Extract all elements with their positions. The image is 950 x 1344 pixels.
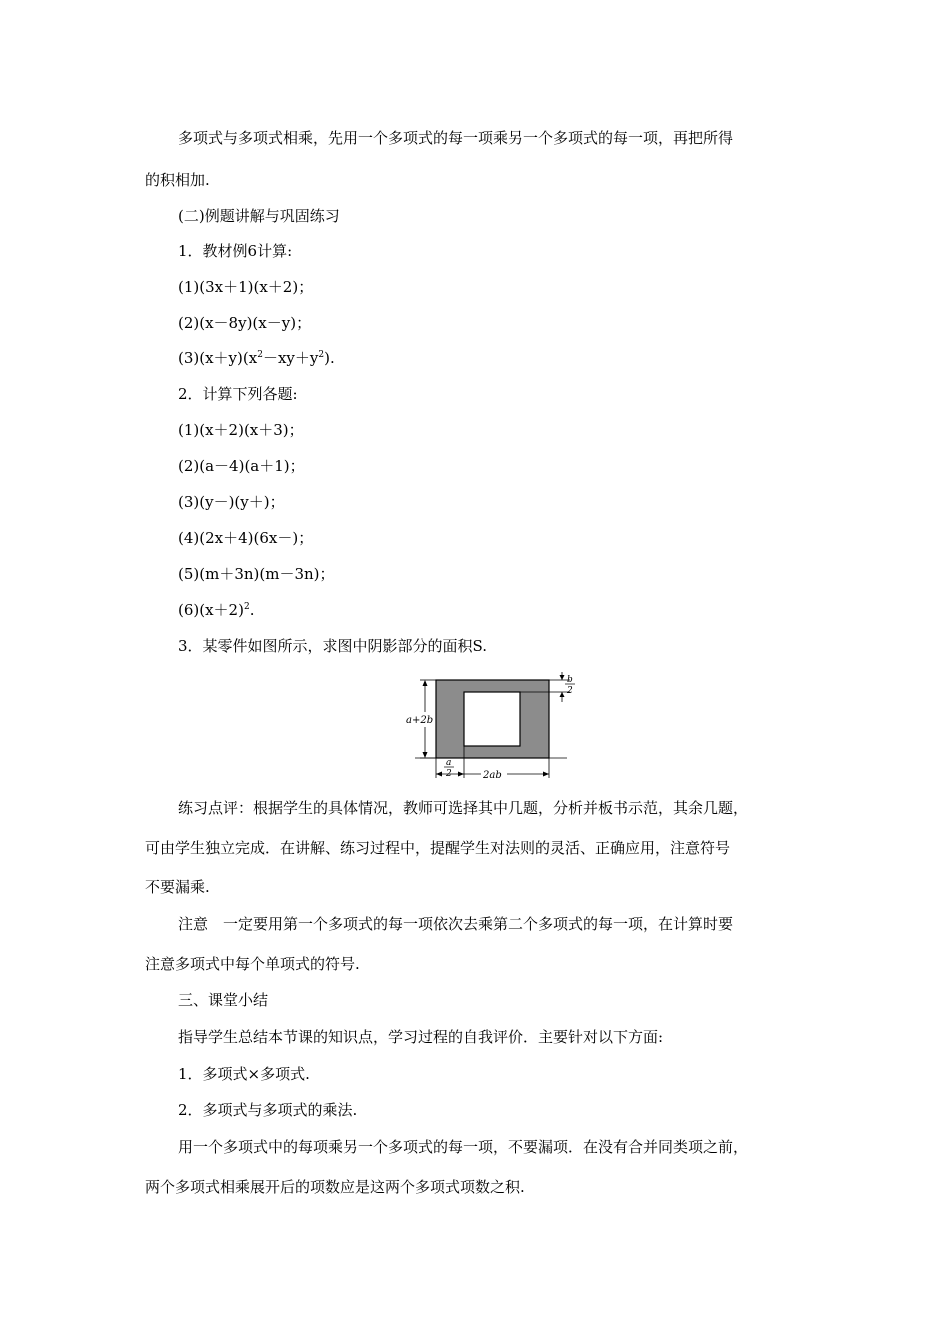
rule-paragraph-line-2: 的积相加. bbox=[145, 171, 210, 189]
exercise-1-part-3: $(3)(x+y)(x^2-xy+y^2)$. bbox=[178, 349, 335, 367]
exercise-2-part-3: (3)(y－)(y＋)； bbox=[178, 493, 285, 511]
label-a-denominator: 2 bbox=[446, 769, 452, 779]
exercise-2-part-5: (5)(m＋3n)(m－3n)； bbox=[178, 565, 335, 583]
label-height: a+2b bbox=[406, 715, 434, 726]
dim-left-arrow-down bbox=[423, 752, 428, 758]
exercise-1-part-2: (2)(x－8y)(x－y)； bbox=[178, 314, 312, 332]
summary-paragraph-line-2: 两个多项式相乘展开后的项数应是这两个多项式项数之积. bbox=[145, 1178, 525, 1196]
exercise-2-part-2: (2)(a－4)(a＋1)； bbox=[178, 457, 305, 475]
comment-line-1: 练习点评：根据学生的具体情况，教师可选择其中几题，分析并板书示范，其余几题， bbox=[178, 799, 749, 817]
part-figure bbox=[405, 672, 585, 788]
label-a-numerator: a bbox=[446, 758, 452, 768]
dim-bottom-arrow-inner bbox=[458, 772, 464, 777]
exercise-2-part-1: (1)(x＋2)(x＋3)； bbox=[178, 421, 304, 439]
label-b-denominator: 2 bbox=[567, 686, 573, 696]
inner-hole-rect bbox=[464, 692, 520, 746]
label-width: 2ab bbox=[483, 770, 502, 781]
exercise-2-title: 2．计算下列各题: bbox=[178, 385, 298, 403]
exercise-2-part-4: (4)(2x＋4)(6x－)； bbox=[178, 529, 314, 547]
section-heading-summary: 三、课堂小结 bbox=[178, 991, 269, 1009]
summary-intro: 指导学生总结本节课的知识点，学习过程的自我评价．主要针对以下方面: bbox=[178, 1028, 664, 1046]
label-b-numerator: b bbox=[567, 675, 573, 685]
dim-bottom-arrow-left bbox=[436, 772, 442, 777]
part-figure-svg bbox=[405, 672, 585, 784]
exercise-1-part-1: (1)(3x＋1)(x＋2)； bbox=[178, 278, 314, 296]
summary-point-1: 1．多项式×多项式. bbox=[178, 1065, 310, 1083]
summary-point-2: 2．多项式与多项式的乘法. bbox=[178, 1101, 358, 1119]
summary-paragraph-line-1: 用一个多项式中的每项乘另一个多项式的每一项，不要漏项．在没有合并同类项之前， bbox=[178, 1138, 749, 1156]
section-heading-examples: (二)例题讲解与巩固练习 bbox=[178, 207, 340, 225]
exercise-2-part-6: $(6)(x+2)^2$. bbox=[178, 601, 255, 619]
note-line-2: 注意多项式中每个单项式的符号. bbox=[145, 955, 360, 973]
dim-right-arrow-up bbox=[560, 692, 565, 697]
note-line-1: 注意 一定要用第一个多项式的每一项依次去乘第二个多项式的每一项，在计算时要 bbox=[178, 915, 734, 933]
rule-paragraph-line-1: 多项式与多项式相乘，先用一个多项式的每一项乘另一个多项式的每一项，再把所得 bbox=[178, 129, 734, 147]
exercise-1-title: 1．教材例6计算: bbox=[178, 242, 293, 260]
comment-line-2: 可由学生独立完成．在讲解、练习过程中，提醒学生对法则的灵活、正确应用，注意符号 bbox=[145, 839, 731, 857]
dim-left-arrow-up bbox=[423, 680, 428, 686]
dim-bottom-arrow-right bbox=[543, 772, 549, 777]
exercise-3-title: 3．某零件如图所示，求图中阴影部分的面积S. bbox=[178, 637, 488, 655]
dim-right-arrow-down bbox=[560, 675, 565, 680]
comment-line-3: 不要漏乘. bbox=[145, 878, 210, 896]
